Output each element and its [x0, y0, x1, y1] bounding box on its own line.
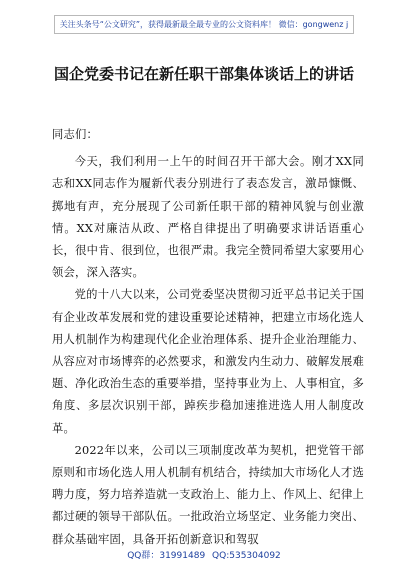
paragraph-2: 党的十八大以来，公司党委坚决贯彻习近平总书记关于国有企业改革发展和党的建设重要论述精神，把建立市场化选人用人机制作为构建现代化企业治理体系、提升企业治理能力、从容应对市场博弈的必然要求，和激发内生动力、破解发展难题、净化政治生态的重要举措，坚持事业为上、人事相宜，多角度、多层次识别干部，踔疾步稳加速推进选人用人制度改革。	[52, 288, 364, 435]
greeting: 同志们：	[52, 128, 98, 141]
page-footer	[0, 548, 408, 561]
header-banner: 关注头条号“公文研究”，获得最新最全最专业的公文资料库！ 微信：gongwenz j	[54, 15, 354, 34]
document-title: 国企党委书记在新任职干部集体谈话上的讲话	[53, 65, 354, 83]
footer-qq: QQ:535304092	[212, 551, 281, 561]
document-body	[52, 124, 364, 551]
paragraph-3: 2022年以来，公司以三项制度改革为契机，把党管干部原则和市场化选人用人机制有机结合，持续加大市场化人才选聘力度，努力培养造就一支政治上、能力上、作风上、纪律上都过硬的领导干部队伍。一批政治立场坚定、业务能力突出、群众基础牢固，具备开拓创新意识和驾驭	[52, 443, 364, 546]
footer-qq-group: QQ群：31991489	[127, 551, 206, 561]
paragraph-1: 今天，我们利用一上午的时间召开干部大会。刚才XX同志和XX同志作为履新代表分别进行了表态发言，激昂慷慨、掷地有声，充分展现了公司新任职干部的精神风貌与创业激情。XX对廉洁从政、严格自律提出了明确要求讲话语重心长，很中肯、很到位，也很严肃。我完全赞同希望大家要用心领会，深入落实。	[52, 155, 364, 280]
